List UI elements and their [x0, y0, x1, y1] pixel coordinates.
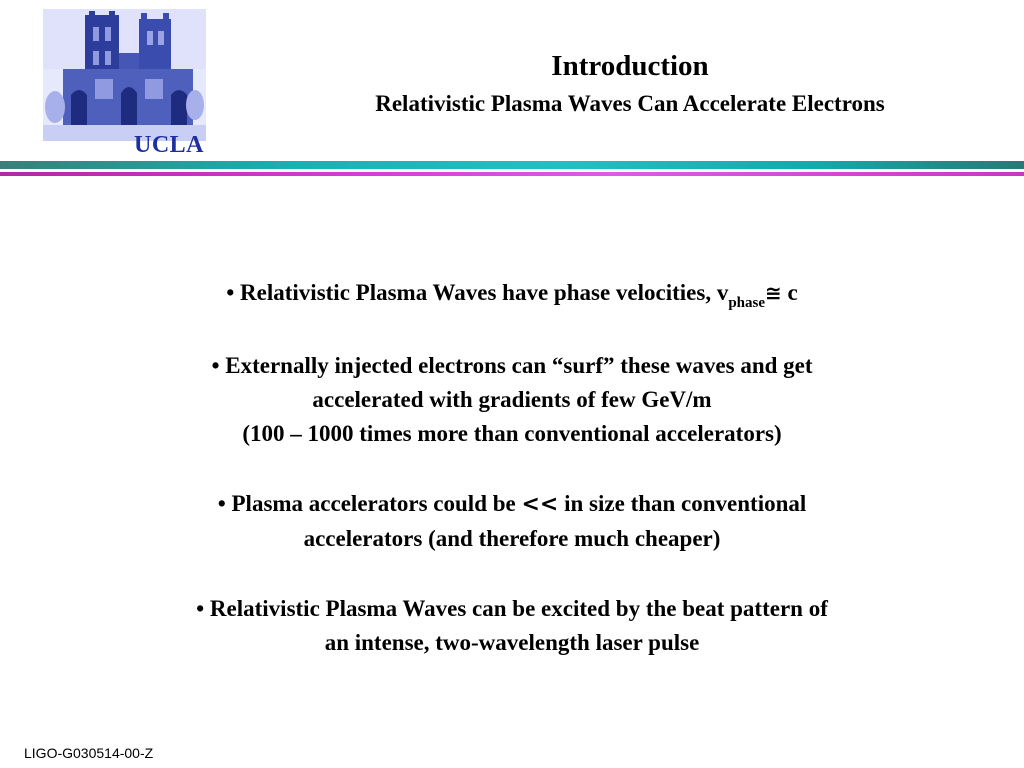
approx-equal-symbol: ≅	[765, 281, 782, 305]
slide-body	[60, 276, 964, 696]
bullet-tail: c	[781, 280, 798, 305]
bullet-line: • Externally injected electrons can “surf” these waves and get	[211, 353, 813, 378]
much-less-symbol: <<	[521, 492, 559, 517]
slide-title: Introduction	[551, 50, 709, 82]
bullet-beat-pattern	[60, 592, 964, 660]
royce-hall-building-icon	[43, 9, 206, 141]
teal-divider	[0, 161, 1024, 169]
document-id: LIGO-G030514-00-Z	[24, 745, 154, 761]
bullet-line: • Relativistic Plasma Waves can be excited by the beat pattern of	[196, 596, 828, 621]
bullet-line	[60, 487, 964, 522]
bullet-line: (100 – 1000 times more than conventional accelerators)	[242, 421, 782, 446]
bullet-text: Relativistic Plasma Waves have phase velocities, v	[240, 280, 729, 305]
ucla-logo-text: UCLA	[133, 132, 204, 158]
bullet-surf-electrons	[60, 349, 964, 451]
bullet-text: • Plasma accelerators could be	[217, 491, 522, 516]
ucla-logo	[43, 9, 206, 159]
bullet-line: an intense, two-wavelength laser pulse	[324, 630, 700, 655]
slide-subtitle: Relativistic Plasma Waves Can Accelerate Electrons	[375, 91, 885, 116]
bullet-text: in size than conventional	[558, 491, 807, 516]
subscript-phase: phase	[728, 295, 766, 311]
bullet-line: accelerated with gradients of few GeV/m	[312, 387, 712, 412]
magenta-divider	[0, 172, 1024, 176]
bullet-line: accelerators (and therefore much cheaper)	[303, 526, 721, 551]
bullet-size-comparison	[60, 487, 964, 556]
bullet-marker: •	[226, 280, 235, 305]
bullet-phase-velocity	[60, 276, 964, 313]
